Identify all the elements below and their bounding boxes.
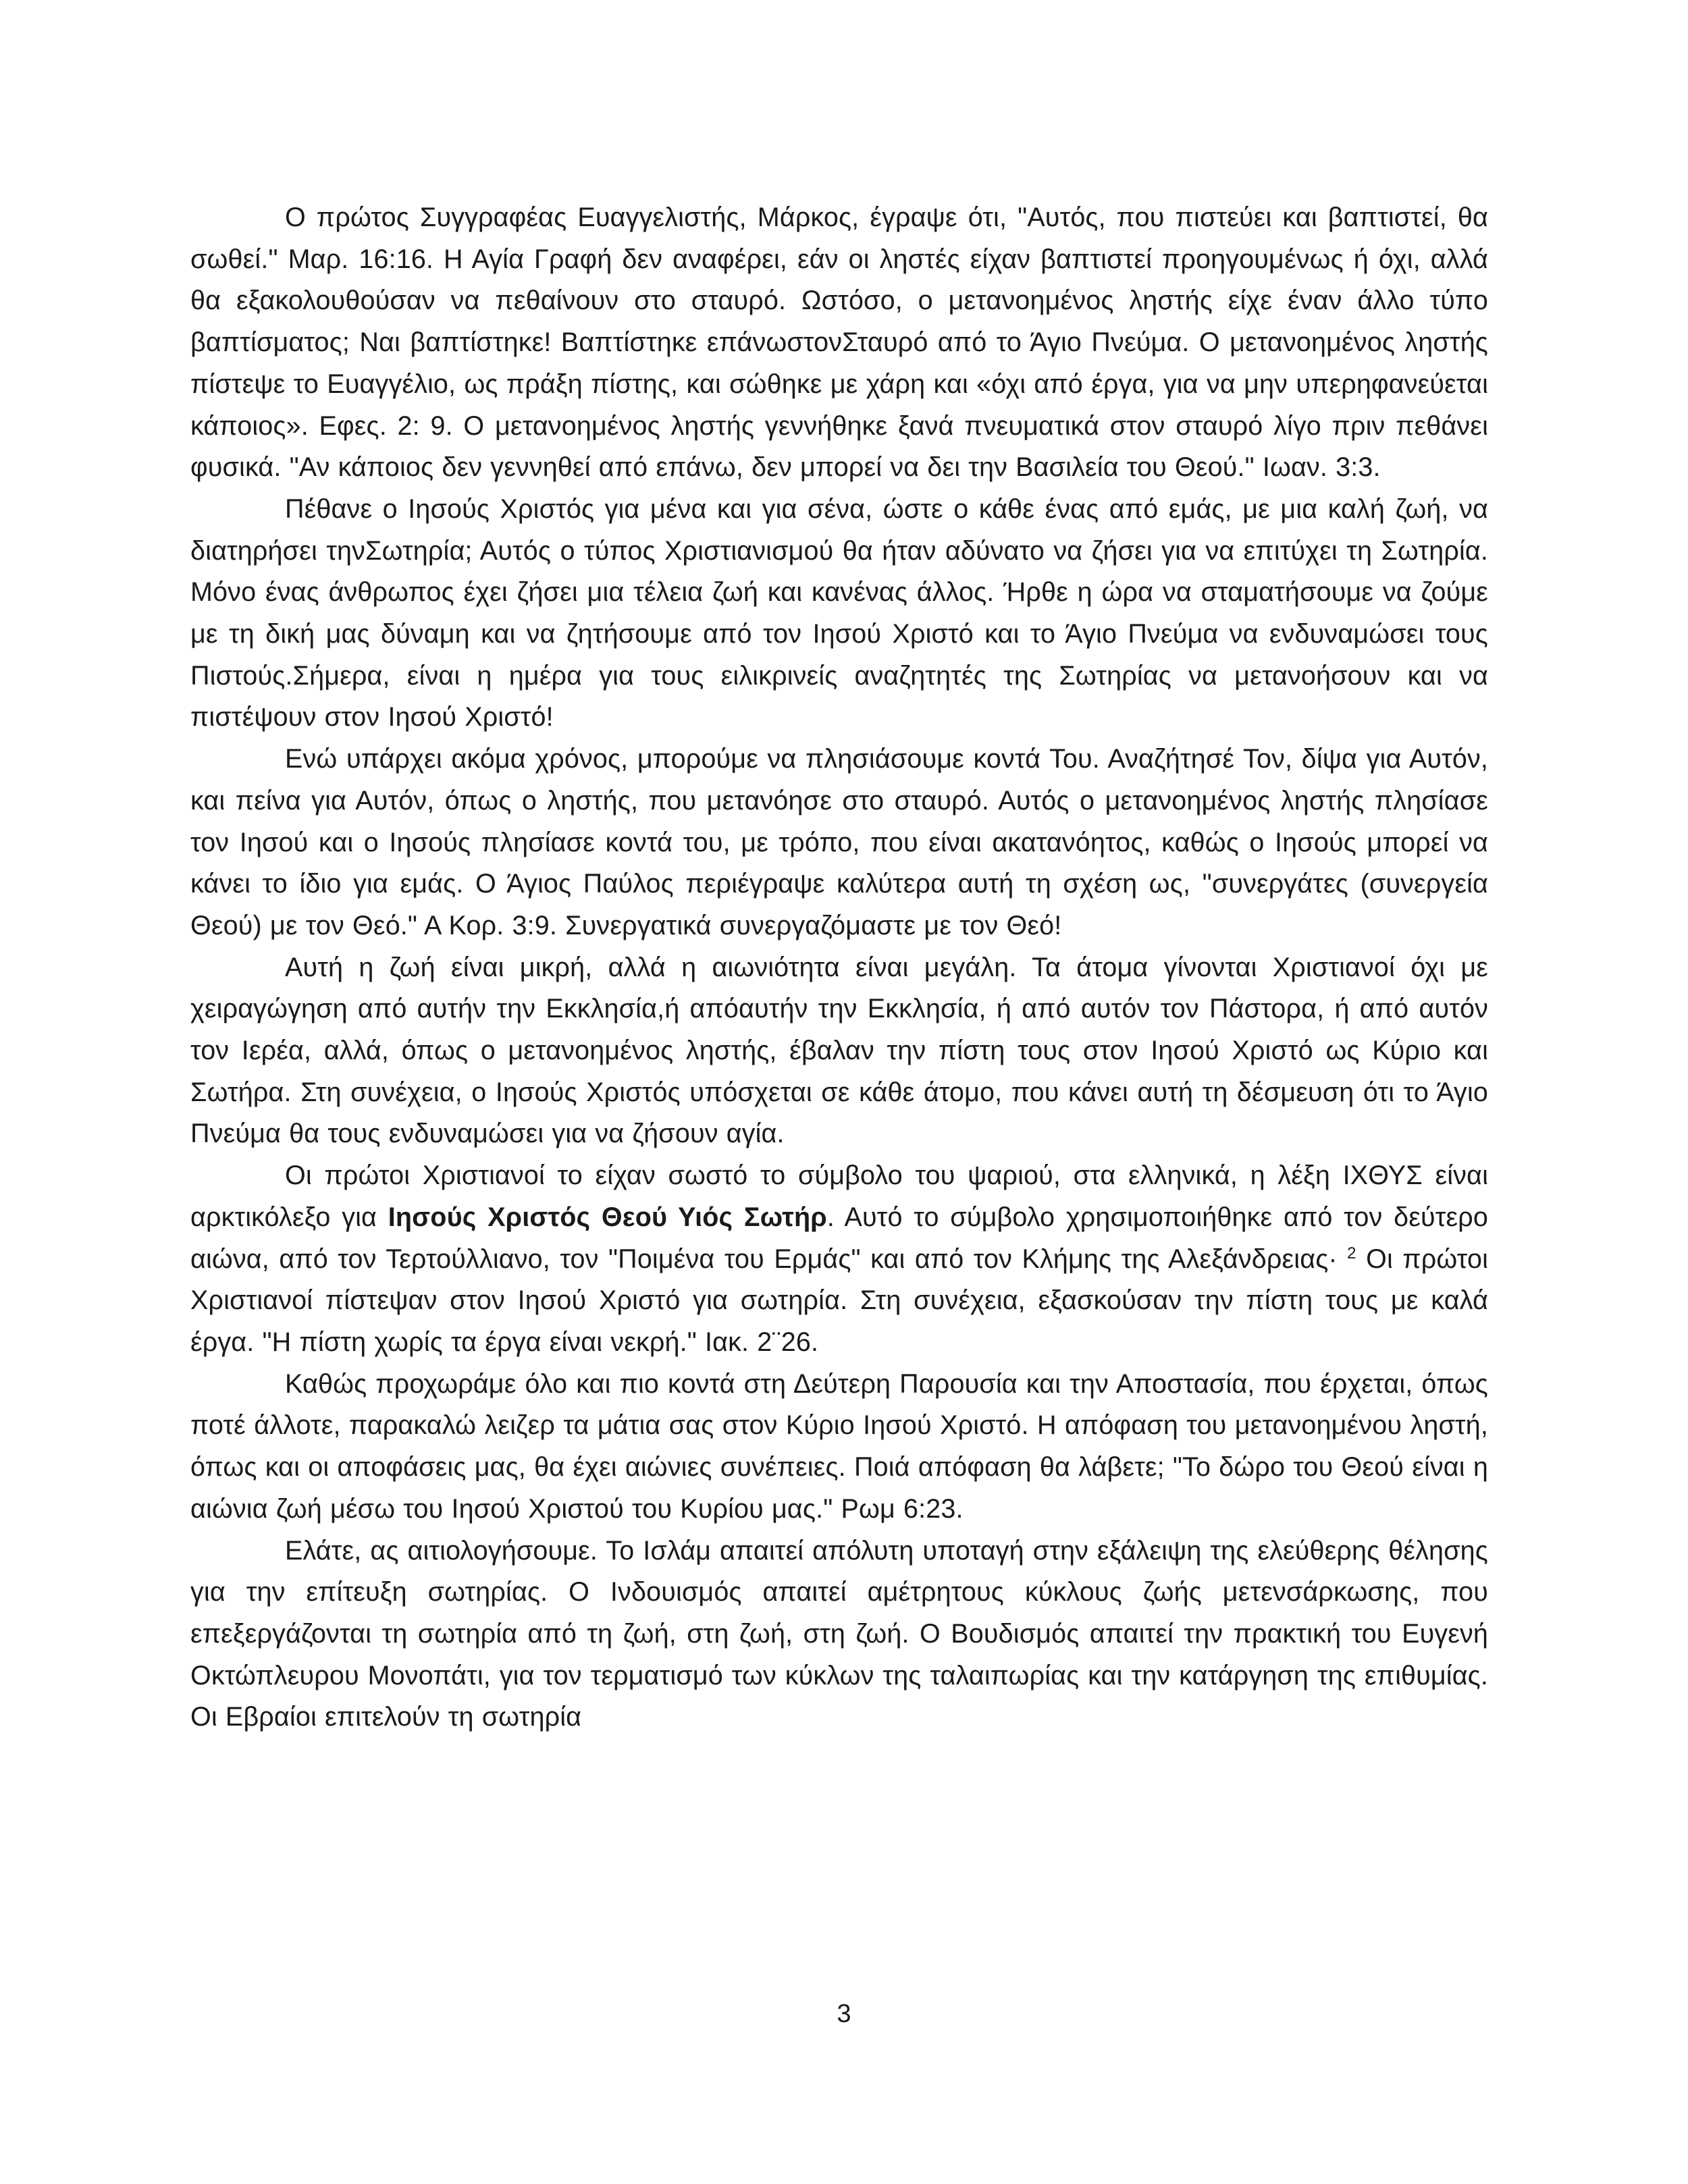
paragraph-4: Αυτή η ζωή είναι μικρή, αλλά η αιωνιότητα είναι μεγάλη. Τα άτομα γίνονται Χριστιανοί όχι με χειραγώγηση από αυτήν την Εκκλησία,ή απόαυτήν την Εκκλησία, ή από αυτόν τον Πάστορα, ή από αυτόν τον Ιερέα, αλλά, όπως ο μετανοημένος ληστής, έβαλαν την πίστη τους στον Ιησού Χριστό ως Κύριο και Σωτήρα. Στη συνέχεια, ο Ιησούς Χριστός υπόσχεται σε κάθε άτομο, που κάνει αυτή τη δέσμευση ότι το Άγιο Πνεύμα θα τους ενδυναμώσει για να ζήσουν αγία. [190,952,1488,1149]
paragraph-5-text-start: Οι πρώτοι Χριστιανοί το είχαν σωστό το σύμβολο του ψαριού, στα ελληνικά, η λέξη ΙΧΘΥΣ είναι αρκτικόλεξο για [190,1161,1488,1232]
paragraph-5-text-middle: . Αυτό το σύμβολο χρησιμοποιήθηκε από τον δεύτερο αιώνα, από τον Τερτούλλιανο, τον "Ποιμένα του Ερμάς" και από τον Κλήμης της Αλεξάνδρειας· [190,1202,1488,1274]
paragraph-5-text-end: Οι πρώτοι Χριστιανοί πίστεψαν στον Ιησού Χριστό για σωτηρία. Στη συνέχεια, εξασκούσαν την πίστη τους με καλά έργα. "Η πίστη χωρίς τα έργα είναι νεκρή." Ιακ. 2¨26. [190,1244,1488,1357]
paragraph-1: Ο πρώτος Συγγραφέας Ευαγγελιστής, Μάρκος, έγραψε ότι, "Αυτός, που πιστεύει και βαπτιστεί, θα σωθεί." Μαρ. 16:16. Η Αγία Γραφή δεν αναφέρει, εάν οι ληστές είχαν βαπτιστεί προηγουμένως ή όχι, αλλά θα εξακολουθούσαν να πεθαίνουν στο σταυρό. Ωστόσο, ο μετανοημένος ληστής είχε έναν άλλο τύπο βαπτίσματος; Ναι βαπτίστηκε! Βαπτίστηκε επάνωστονΣταυρό από το Άγιο Πνεύμα. Ο μετανοημένος ληστής πίστεψε το Ευαγγέλιο, ως πράξη πίστης, και σώθηκε με χάρη και «όχι από έργα, για να μην υπερηφανεύεται κάποιος». Εφες. 2: 9. Ο μετανοημένος ληστής γεννήθηκε ξανά πνευματικά στον σταυρό λίγο πριν πεθάνει φυσικά. "Αν κάποιος δεν γεννηθεί από επάνω, δεν μπορεί να δει την Βασιλεία του Θεού." Ιωαν. 3:3. [190,203,1488,483]
document-body [190,197,1488,1738]
paragraph-2: Πέθανε ο Ιησούς Χριστός για μένα και για σένα, ώστε ο κάθε ένας από εμάς, με μια καλή ζωή, να διατηρήσει τηνΣωτηρία; Αυτός ο τύπος Χριστιανισμού θα ήταν αδύνατο να ζήσει για να επιτύχει τη Σωτηρία. Μόνο ένας άνθρωπος έχει ζήσει μια τέλεια ζωή και κανένας άλλος. Ήρθε η ώρα να σταματήσουμε να ζούμε με τη δική μας δύναμη και να ζητήσουμε από τον Ιησού Χριστό και το Άγιο Πνεύμα να ενδυναμώσει τους Πιστούς.Σήμερα, είναι η ημέρα για τους ειλικρινείς αναζητητές της Σωτηρίας να μετανοήσουν και να πιστέψουν στον Ιησού Χριστό! [190,494,1488,733]
paragraph-7: Ελάτε, ας αιτιολογήσουμε. Το Ισλάμ απαιτεί απόλυτη υποταγή στην εξάλειψη της ελεύθερης θέλησης για την επίτευξη σωτηρίας. Ο Ινδουισμός απαιτεί αμέτρητους κύκλους ζωής μετενσάρκωσης, που επεξεργάζονται τη σωτηρία από τη ζωή, στη ζωή, στη ζωή. Ο Βουδισμός απαιτεί την πρακτική του Ευγενή Οκτώπλευρου Μονοπάτι, για τον τερματισμό των κύκλων της ταλαιπωρίας και την κατάργηση της επιθυμίας. Οι Εβραίοι επιτελούν τη σωτηρία [190,1535,1488,1732]
paragraph-5 [190,1155,1488,1364]
page-number: 3 [837,2000,851,2028]
ichthys-acrostic: Ιησούς Χριστός Θεού Υιός Σωτήρ [388,1202,827,1232]
paragraph-6: Καθώς προχωράμε όλο και πιο κοντά στη Δεύτερη Παρουσία και την Αποστασία, που έρχεται, όπως ποτέ άλλοτε, παρακαλώ λειζερ τα μάτια σας στον Κύριο Ιησού Χριστό. Η απόφαση του μετανοημένου ληστή, όπως και οι αποφάσεις μας, θα έχει αιώνιες συνέπειες. Ποιά απόφαση θα λάβετε; "Το δώρο του Θεού είναι η αιώνια ζωή μέσω του Ιησού Χριστού του Κυρίου μας." Ρωμ 6:23. [190,1368,1488,1524]
paragraph-3: Ενώ υπάρχει ακόμα χρόνος, μπορούμε να πλησιάσουμε κοντά Του. Αναζήτησέ Τον, δίψα για Αυτόν, και πείνα για Αυτόν, όπως ο ληστής, που μετανόησε στο σταυρό. Αυτός ο μετανοημένος ληστής πλησίασε τον Ιησού και ο Ιησούς πλησίασε κοντά του, με τρόπο, που είναι ακατανόητος, καθώς ο Ιησούς μπορεί να κάνει το ίδιο για εμάς. Ο Άγιος Παύλος περιέγραψε καλύτερα αυτή τη σχέση ως, "συνεργάτες (συνεργεία Θεού) με τον Θεό." Α Κορ. 3:9. Συνεργατικά συνεργαζόμαστε με τον Θεό! [190,744,1488,940]
footnote-reference[interactable]: 2 [1347,1244,1356,1262]
